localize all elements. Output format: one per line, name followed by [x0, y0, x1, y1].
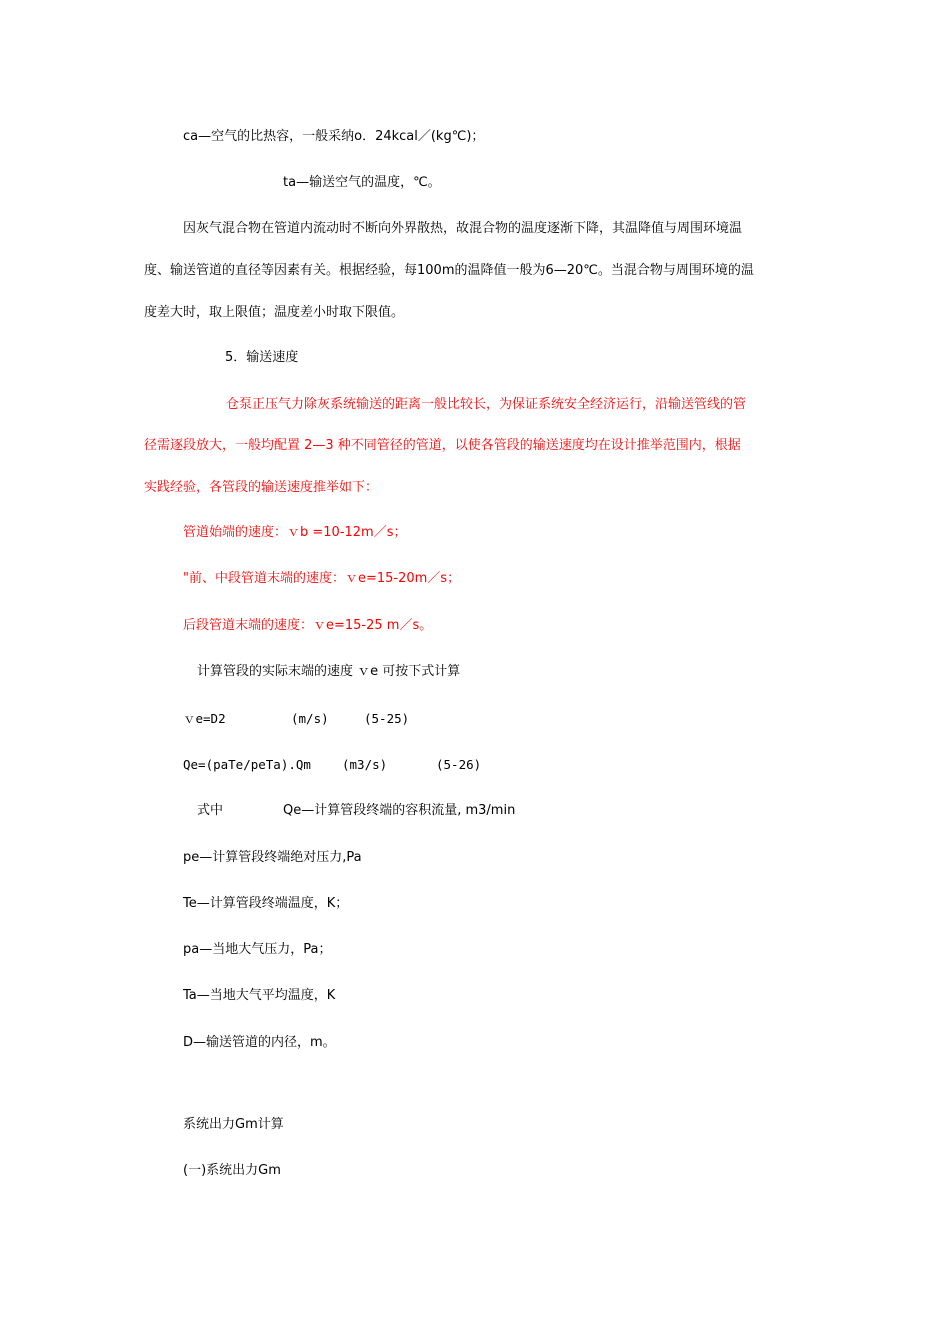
formula-5-26-unit: (m3/s) [342, 757, 388, 772]
paragraph-temperature-line1: 因灰气混合物在管道内流动时不断向外界散热，故混合物的温度逐渐下降，其温降值与周围环境温 [183, 221, 743, 236]
formula-5-25-unit: (m/s) [291, 711, 329, 726]
calc-intro: 计算管段的实际末端的速度 ｖe 可按下式计算 [197, 664, 461, 679]
formula-5-25-number: (5-25) [364, 711, 410, 726]
var-ta: ta—输送空气的温度，℃。 [283, 175, 441, 190]
red-paragraph-line1: 仓泵正压气力除灰系统输送的距离一般比较长，为保证系统安全经济运行，沿输送管线的管 [226, 397, 747, 412]
formula-5-26-number: (5-26) [436, 757, 482, 772]
velocity-end: 后段管道末端的速度：ｖe=15-25 m／s。 [183, 618, 433, 633]
def-qe: Qe—计算管段终端的容积流量, m3/min [283, 803, 516, 818]
var-ca: ca—空气的比热容，一般采纳o．24kcal／(kg℃)； [183, 129, 485, 144]
velocity-middle: "前、中段管道末端的速度：ｖe=15-20m／s； [183, 571, 461, 586]
def-ta-mean: Ta—当地大气平均温度，K [183, 988, 336, 1003]
paragraph-temperature-line3: 度差大时，取上限值；温度差小时取下限值。 [144, 305, 405, 320]
where-label: 式中 [197, 803, 224, 818]
subsection-heading-system-output: (一)系统出力Gm [183, 1163, 281, 1178]
def-pa: pa—当地大气压力，Pa； [183, 942, 332, 957]
section-heading-system-output: 系统出力Gm计算 [183, 1117, 284, 1132]
red-paragraph-line2: 径需逐段放大，一般均配置 2—3 种不同管径的管道，以使各管段的输送速度均在设计推举范围内，根据 [144, 438, 741, 453]
def-te: Te—计算管段终端温度，K； [183, 896, 349, 911]
def-d: D—输送管道的内径，m。 [183, 1035, 336, 1050]
def-pe: pe—计算管段终端绝对压力,Pa [183, 850, 362, 865]
velocity-start: 管道始端的速度：ｖb =10-12m／s； [183, 525, 407, 540]
formula-5-26-expression: Qe=(paTe/peTa).Qm [183, 757, 311, 772]
section-heading-5: 5．输送速度 [225, 350, 299, 365]
red-paragraph-line3: 实践经验，各管段的输送速度推举如下： [144, 480, 379, 495]
formula-5-25-expression: ｖe=D2 [183, 711, 226, 726]
paragraph-temperature-line2: 度、输送管道的直径等因素有关。根据经验，每100m的温降值一般为6—20℃。当混合物与周围环境的温 [144, 263, 754, 278]
